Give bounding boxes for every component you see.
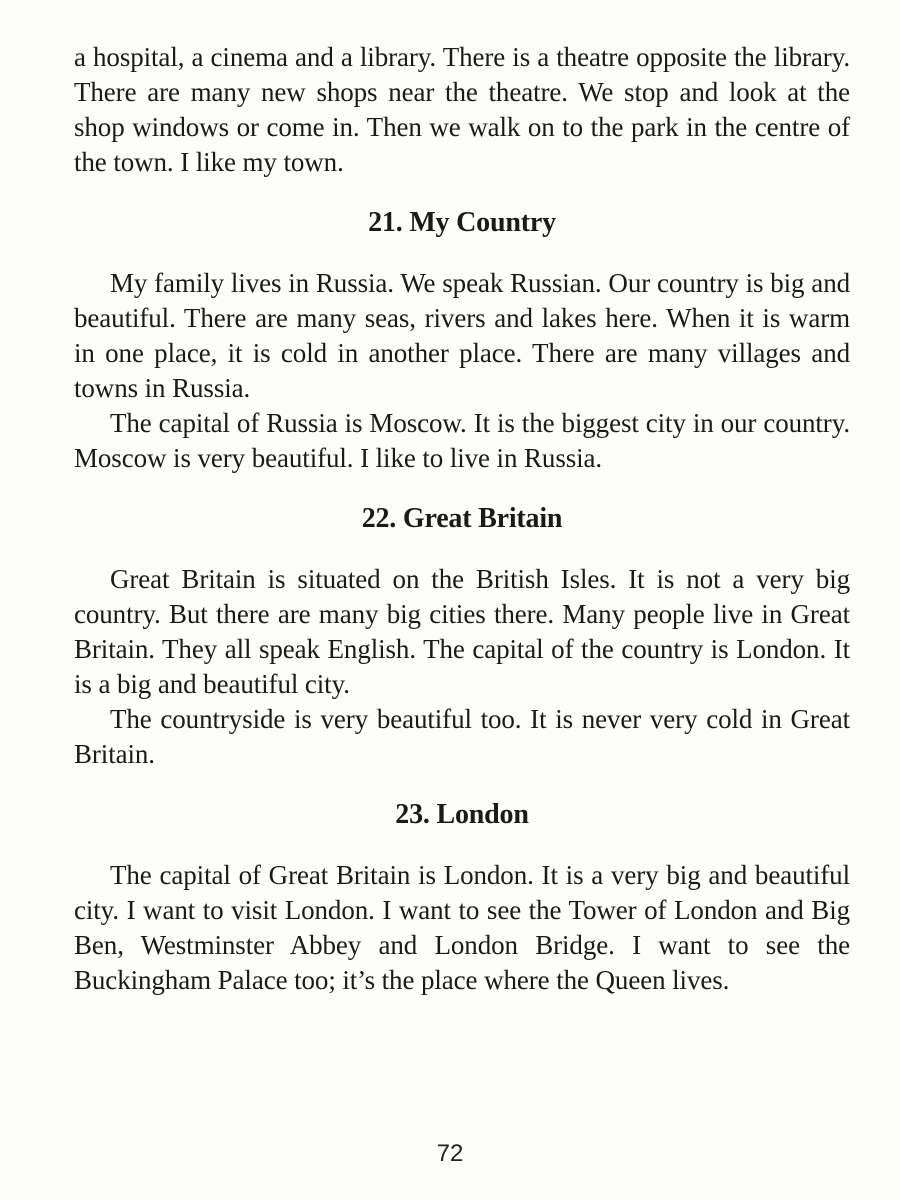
section-title: 22. Great Britain [361,503,563,534]
section-paragraph: The capital of Great Britain is London. It is a very big and beautiful city. I want to visit London. I want to see the Tower of London and Big Ben, Westminster Abbey and London Bridge. I want to see the Buckingham Palace too; it’s the place where the Queen lives. [74,860,850,995]
section-title: 23. London [395,799,529,830]
section-my-country [74,206,850,476]
section-paragraph: Great Britain is situated on the British Isles. It is not a very big country. But there are many big cities there. Many people live in Great Britain. They all speak English. The capital of the country is London. It is a big and beautiful city. [74,564,850,699]
section-great-britain [74,502,850,772]
section-title: 21. My Country [368,207,556,238]
intro-paragraph: a hospital, a cinema and a library. There is a theatre opposite the library. There are many new shops near the theatre. We stop and look at the shop windows or come in. Then we walk on to the park in the centre of the town. I like my town. [74,42,850,177]
page-number: 72 [436,1140,464,1167]
page-content [74,40,850,998]
section-paragraph: The capital of Russia is Moscow. It is the biggest city in our country. Moscow is very beautiful. I like to live in Russia. [74,408,850,473]
section-london [74,798,850,998]
section-paragraph: The countryside is very beautiful too. It is never very cold in Great Britain. [74,704,850,769]
section-paragraph: My family lives in Russia. We speak Russian. Our country is big and beautiful. There are many seas, rivers and lakes here. When it is warm in one place, it is cold in another place. There are many villages and towns in Russia. [74,268,850,403]
